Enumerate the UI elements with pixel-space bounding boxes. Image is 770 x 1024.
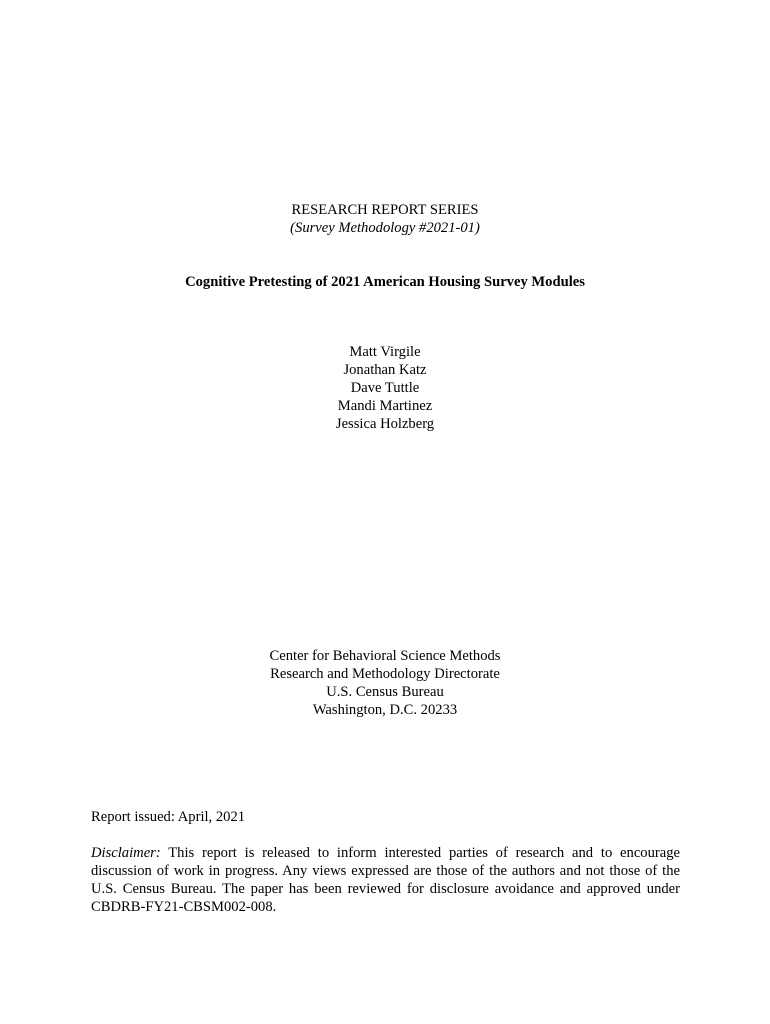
disclaimer-text: This report is released to inform interested parties of research and to encourage discussion of work in progress. Any views expressed are those of the authors and not those of the U.S. Census Bureau. The paper has been reviewed for disclosure avoidance and approved under CBDRB-FY21-CBSM002-008. bbox=[91, 845, 681, 915]
affiliation-directorate: Research and Methodology Directorate bbox=[270, 666, 500, 682]
author-name: Jessica Holzberg bbox=[335, 416, 435, 432]
author-name: Matt Virgile bbox=[349, 344, 421, 360]
report-title-text: Cognitive Pretesting of 2021 American Housing Survey Modules bbox=[185, 274, 585, 290]
affiliation-address: Washington, D.C. 20233 bbox=[312, 702, 458, 718]
affiliation-block bbox=[0, 647, 770, 719]
series-name: RESEARCH REPORT SERIES bbox=[291, 202, 479, 218]
affiliation-bureau: U.S. Census Bureau bbox=[326, 684, 444, 700]
author-name: Dave Tuttle bbox=[350, 380, 420, 396]
series-number: (Survey Methodology #2021-01) bbox=[290, 220, 480, 236]
author-name: Mandi Martinez bbox=[337, 398, 433, 414]
series-header bbox=[0, 201, 770, 237]
disclaimer bbox=[91, 844, 680, 916]
affiliation-center: Center for Behavioral Science Methods bbox=[269, 648, 501, 664]
report-issued-date: Report issued: April, 2021 bbox=[91, 809, 246, 825]
author-name: Jonathan Katz bbox=[343, 362, 427, 378]
disclaimer-label: Disclaimer: bbox=[91, 845, 161, 861]
author-list bbox=[0, 343, 770, 433]
report-title bbox=[0, 273, 770, 291]
